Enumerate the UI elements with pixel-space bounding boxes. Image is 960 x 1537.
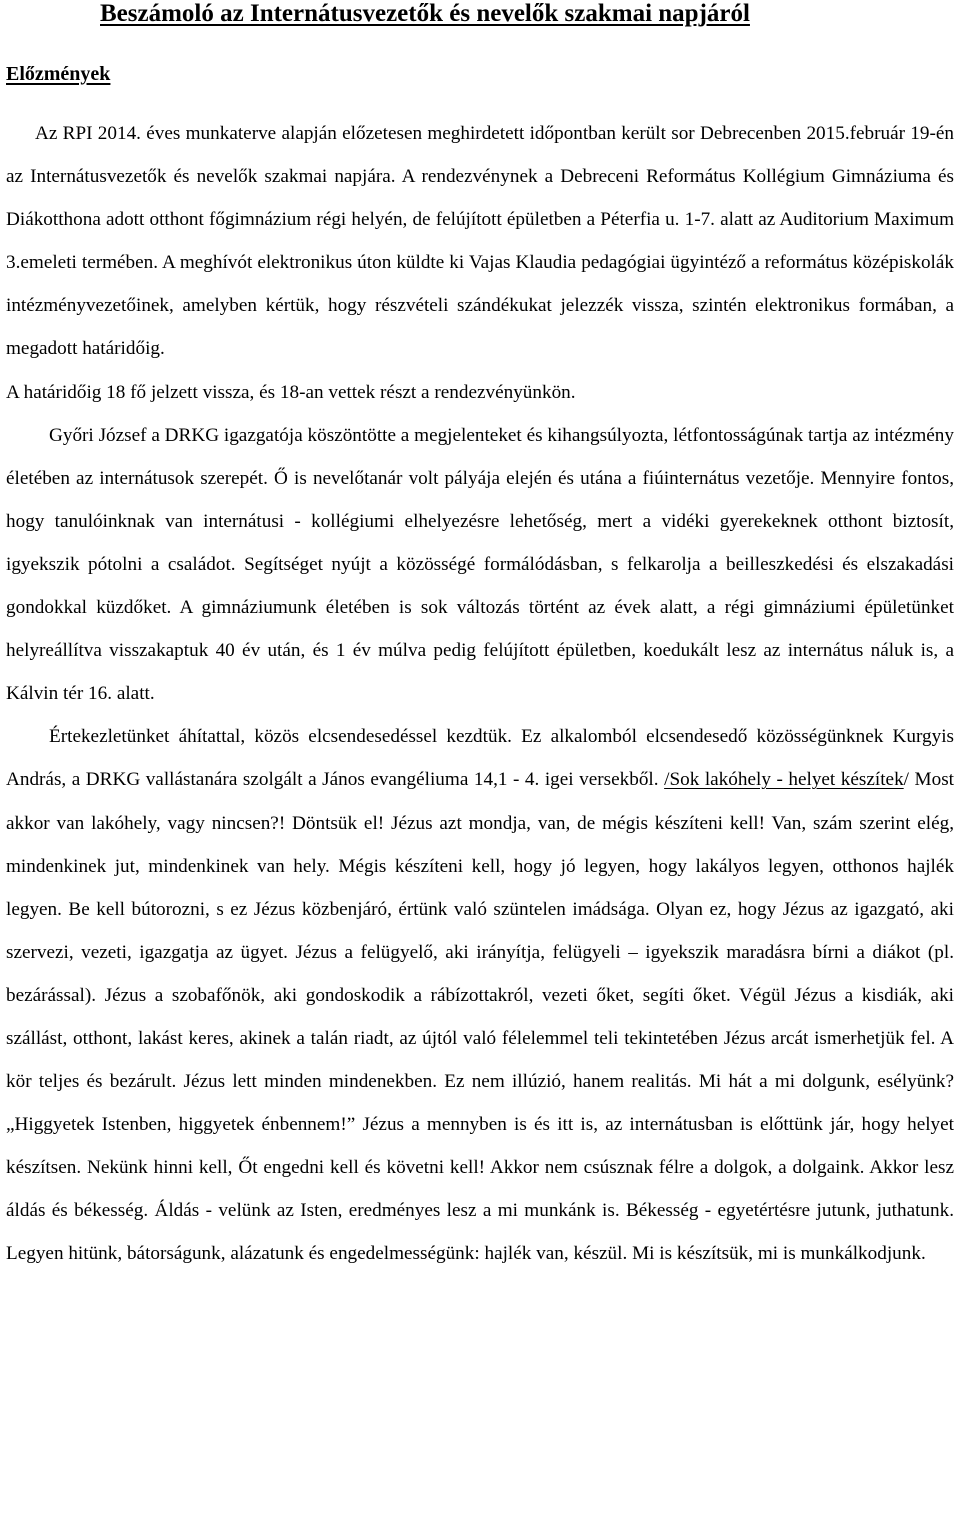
devotion-intro-text: Értekezletünket áhítattal, közös elcsendesedéssel kezdtük. Ez alkalomból elcsendesedő közösségünknek Kurgyis András, a DRKG vallástanára szolgált a János evangéliuma 14,1 - 4. igei versekből. xyxy=(6,726,954,791)
paragraph-devotion xyxy=(6,715,954,1275)
document-body xyxy=(6,112,954,1276)
section-heading: Előzmények xyxy=(6,63,111,85)
paragraph-intro: Az RPI 2014. éves munkaterve alapján előzetesen meghirdetett időpontban került sor Debrecenben 2015.február 19-én az Internátusvezetők és nevelők szakmai napjára. A rendezvénynek a Debreceni Református Kollégium Gimnáziuma és Diákotthona adott otthont főgimnázium régi helyén, de felújított épületben a Péterfia u. 1-7. alatt az Auditorium Maximum 3.emeleti termében. A meghívót elektronikus úton küldte ki Vajas Klaudia pedagógiai ügyintéző a református középiskolák intézményvezetőinek, amelyben kértük, hogy részvételi szándékukat jelezzék vissza, szintén elektronikus formában, a megadott határidőig. xyxy=(6,123,954,360)
paragraph-attendance: A határidőig 18 fő jelzett vissza, és 18-an vettek részt a rendezvényünkön. xyxy=(6,381,576,403)
devotion-body-text: / Most akkor van lakóhely, vagy nincsen?! Döntsük el! Jézus azt mondja, van, de mégis készíteni kell! Van, szám szerint elég, mindenkinek jut, mindenkinek van hely. Mégis készíteni kell, hogy jó legyen, hogy lakályos legyen, otthonos hajlék legyen. Be kell bútorozni, s ez Jézus közbenjáró, értünk való szüntelen imádsága. Olyan ez, hogy Jézus az igazgató, aki szervezi, vezeti, igazgatja az ügyet. Jézus a felügyelő, aki irányítja, felügyeli – igyekszik maradásra bírni a diákot (pl. bezárással). Jézus a szobafőnök, aki gondoskodik a rábízottakról, vezeti őket, segíti őket. Végül Jézus a kisdiák, aki szállást, otthont, lakást keres, akinek a talán riadt, az újtól való félelemmel teli tekintetében Jézus arcát ismerhetjük fel. A kör teljes és bezárult. Jézus lett minden mindenekben. Ez nem illúzió, hanem realitás. Mi hát a mi dolgunk, esélyünk? „Higgyetek Istenben, higgyetek énbennem!” Jézus a mennyben is és itt is, az internátusban is előttünk jár, hogy helyet készítsen. Nekünk hinni kell, Őt engedni kell és követni kell! Akkor nem csúsznak félre a dolgok, a dolgaink. Akkor lesz áldás és békesség. Áldás - velünk az Isten, eredményes lesz a mi munkánk is. Békesség - egyetértésre jutunk, juthatunk. Legyen hitünk, bátorságunk, alázatunk és engedelmességünk: hajlék van, készül. Mi is készítsük, mi is munkálkodjunk. xyxy=(6,769,954,1265)
scripture-quote-underlined: /Sok lakóhely - helyet készítek xyxy=(664,769,904,791)
document-title: Beszámoló az Internátusvezetők és nevelők szakmai napjáról xyxy=(100,0,750,27)
paragraph-welcome: Győri József a DRKG igazgatója köszöntötte a megjelenteket és kihangsúlyozta, létfontosságúnak tartja az intézmény életében az internátusok szerepét. Ő is nevelőtanár volt pályája elején és utána a fiúinternátus vezetője. Mennyire fontos, hogy tanulóinknak van internátusi - kollégiumi elhelyezésre lehetőség, mert a vidéki gyerekeknek otthont biztosít, igyekszik pótolni a családot. Segítséget nyújt a közösségé formálódásban, s felkarolja a beilleszkedési és elszakadási gondokkal küzdőket. A gimnáziumunk életében is sok változás történt az évek alatt, a régi gimnáziumi épületünket helyreállítva visszakaptuk 40 év után, és 1 év múlva pedig felújított épületben, koedukált lesz az internátus náluk is, a Kálvin tér 16. alatt. xyxy=(6,424,954,705)
